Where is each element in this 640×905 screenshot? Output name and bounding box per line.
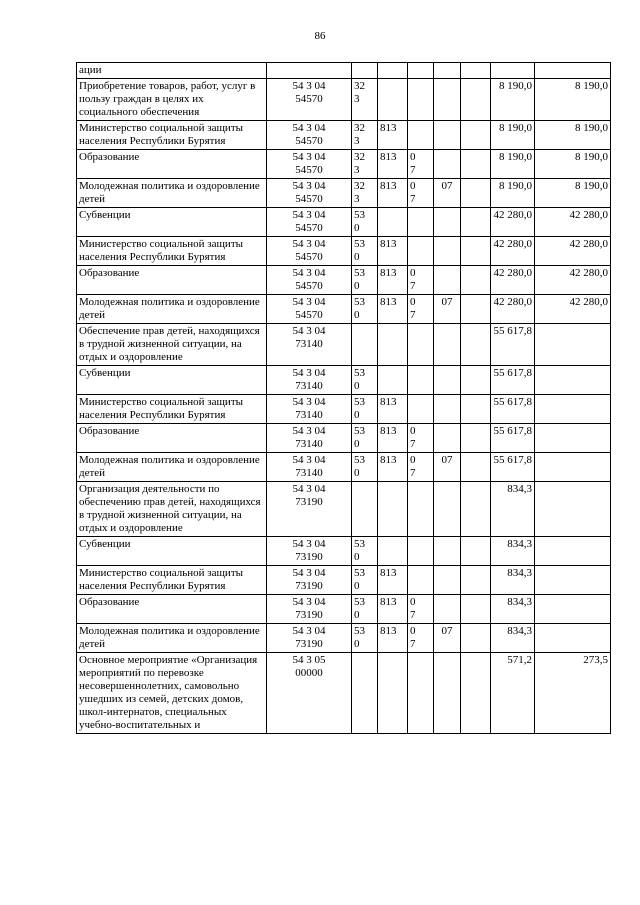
row-amount-3-cell — [535, 424, 611, 453]
table-row — [77, 324, 611, 366]
row-expense-type-cell: 53 0 — [352, 295, 378, 324]
row-subsection-cell — [434, 63, 461, 79]
row-administrator-cell — [378, 79, 408, 121]
row-administrator-cell: 813 — [378, 624, 408, 653]
row-amount-2-cell: 42 280,0 — [491, 266, 535, 295]
row-target-code-cell: 54 3 04 73140 — [267, 324, 352, 366]
row-amount-2-cell: 834,3 — [491, 482, 535, 537]
row-name-cell: Субвенции — [77, 366, 267, 395]
row-administrator-cell: 813 — [378, 237, 408, 266]
row-target-code-cell: 54 3 04 73140 — [267, 366, 352, 395]
row-subsection-cell — [434, 324, 461, 366]
row-name-cell: Молодежная политика и оздоровление детей — [77, 295, 267, 324]
row-subsection-cell — [434, 424, 461, 453]
row-amount-2-cell: 834,3 — [491, 566, 535, 595]
row-subsection-cell: 07 — [434, 295, 461, 324]
row-section-cell — [408, 63, 434, 79]
row-amount-1-cell — [461, 208, 491, 237]
row-subsection-cell: 07 — [434, 179, 461, 208]
row-target-code-cell: 54 3 04 73190 — [267, 624, 352, 653]
row-amount-2-cell: 834,3 — [491, 537, 535, 566]
row-name-cell: Образование — [77, 595, 267, 624]
row-section-cell — [408, 121, 434, 150]
row-target-code-cell: 54 3 05 00000 — [267, 653, 352, 734]
row-name-cell: Субвенции — [77, 537, 267, 566]
row-target-code-cell: 54 3 04 54570 — [267, 150, 352, 179]
row-subsection-cell: 07 — [434, 453, 461, 482]
row-name-cell: ации — [77, 63, 267, 79]
row-expense-type-cell: 32 3 — [352, 179, 378, 208]
row-amount-3-cell: 8 190,0 — [535, 179, 611, 208]
row-name-cell: Молодежная политика и оздоровление детей — [77, 179, 267, 208]
row-amount-3-cell — [535, 453, 611, 482]
row-expense-type-cell: 53 0 — [352, 208, 378, 237]
table-row — [77, 179, 611, 208]
row-expense-type-cell — [352, 653, 378, 734]
row-amount-2-cell: 571,2 — [491, 653, 535, 734]
row-amount-1-cell — [461, 179, 491, 208]
table-row — [77, 395, 611, 424]
row-expense-type-cell — [352, 482, 378, 537]
row-amount-3-cell: 273,5 — [535, 653, 611, 734]
row-subsection-cell — [434, 566, 461, 595]
row-amount-3-cell — [535, 624, 611, 653]
row-amount-1-cell — [461, 595, 491, 624]
row-section-cell: 0 7 — [408, 295, 434, 324]
row-administrator-cell: 813 — [378, 295, 408, 324]
row-amount-1-cell — [461, 424, 491, 453]
row-amount-1-cell — [461, 121, 491, 150]
row-name-cell: Образование — [77, 266, 267, 295]
row-section-cell — [408, 324, 434, 366]
row-amount-2-cell: 55 617,8 — [491, 324, 535, 366]
row-target-code-cell: 54 3 04 54570 — [267, 295, 352, 324]
row-amount-2-cell: 42 280,0 — [491, 208, 535, 237]
row-target-code-cell: 54 3 04 73190 — [267, 566, 352, 595]
row-subsection-cell — [434, 79, 461, 121]
row-subsection-cell — [434, 366, 461, 395]
row-amount-3-cell: 8 190,0 — [535, 79, 611, 121]
row-section-cell — [408, 653, 434, 734]
row-section-cell — [408, 237, 434, 266]
table-row — [77, 624, 611, 653]
row-name-cell: Молодежная политика и оздоровление детей — [77, 453, 267, 482]
row-name-cell: Субвенции — [77, 208, 267, 237]
row-section-cell: 0 7 — [408, 266, 434, 295]
row-section-cell — [408, 366, 434, 395]
row-amount-2-cell: 8 190,0 — [491, 121, 535, 150]
table-row — [77, 595, 611, 624]
row-amount-1-cell — [461, 237, 491, 266]
row-target-code-cell: 54 3 04 54570 — [267, 208, 352, 237]
row-amount-1-cell — [461, 395, 491, 424]
table-row — [77, 482, 611, 537]
row-target-code-cell: 54 3 04 73190 — [267, 537, 352, 566]
row-subsection-cell — [434, 482, 461, 537]
row-target-code-cell: 54 3 04 73140 — [267, 395, 352, 424]
row-section-cell: 0 7 — [408, 624, 434, 653]
row-amount-3-cell — [535, 63, 611, 79]
row-amount-1-cell — [461, 566, 491, 595]
row-amount-1-cell — [461, 150, 491, 179]
row-amount-1-cell — [461, 266, 491, 295]
row-name-cell: Министерство социальной защиты населения Республики Бурятия — [77, 121, 267, 150]
row-administrator-cell: 813 — [378, 179, 408, 208]
row-amount-2-cell: 8 190,0 — [491, 179, 535, 208]
row-subsection-cell — [434, 395, 461, 424]
row-expense-type-cell: 53 0 — [352, 624, 378, 653]
row-amount-3-cell: 8 190,0 — [535, 121, 611, 150]
row-administrator-cell — [378, 537, 408, 566]
row-name-cell: Приобретение товаров, работ, услуг в пользу граждан в целях их социального обеспечения — [77, 79, 267, 121]
table-row — [77, 237, 611, 266]
row-amount-3-cell — [535, 537, 611, 566]
row-amount-2-cell: 42 280,0 — [491, 295, 535, 324]
row-amount-1-cell — [461, 482, 491, 537]
row-section-cell: 0 7 — [408, 453, 434, 482]
row-name-cell: Молодежная политика и оздоровление детей — [77, 624, 267, 653]
table-row — [77, 295, 611, 324]
budget-table — [76, 62, 611, 734]
row-expense-type-cell: 53 0 — [352, 424, 378, 453]
table-row — [77, 150, 611, 179]
row-expense-type-cell: 53 0 — [352, 566, 378, 595]
table-row — [77, 453, 611, 482]
row-administrator-cell — [378, 208, 408, 237]
row-section-cell — [408, 482, 434, 537]
row-administrator-cell: 813 — [378, 424, 408, 453]
table-row — [77, 63, 611, 79]
table-row — [77, 424, 611, 453]
row-section-cell — [408, 537, 434, 566]
table-row — [77, 208, 611, 237]
row-amount-2-cell — [491, 63, 535, 79]
row-subsection-cell — [434, 150, 461, 179]
row-administrator-cell: 813 — [378, 395, 408, 424]
row-name-cell: Образование — [77, 424, 267, 453]
page-number: 86 — [314, 30, 326, 42]
row-administrator-cell: 813 — [378, 150, 408, 179]
row-administrator-cell — [378, 324, 408, 366]
table-row — [77, 653, 611, 734]
row-amount-3-cell: 42 280,0 — [535, 266, 611, 295]
row-amount-1-cell — [461, 653, 491, 734]
row-amount-2-cell: 8 190,0 — [491, 79, 535, 121]
row-amount-1-cell — [461, 324, 491, 366]
row-expense-type-cell — [352, 324, 378, 366]
row-subsection-cell — [434, 237, 461, 266]
row-amount-2-cell: 55 617,8 — [491, 453, 535, 482]
row-section-cell — [408, 208, 434, 237]
row-amount-2-cell: 55 617,8 — [491, 395, 535, 424]
row-amount-2-cell: 8 190,0 — [491, 150, 535, 179]
row-amount-3-cell — [535, 482, 611, 537]
row-section-cell — [408, 395, 434, 424]
row-administrator-cell: 813 — [378, 453, 408, 482]
row-amount-3-cell: 42 280,0 — [535, 208, 611, 237]
row-amount-1-cell — [461, 453, 491, 482]
row-subsection-cell — [434, 266, 461, 295]
row-subsection-cell — [434, 121, 461, 150]
row-subsection-cell — [434, 537, 461, 566]
row-name-cell: Основное мероприятие «Организация мероприятий по перевозке несовершеннолетних, самовольно ушедших из семей, детских домов, школ-интернатов, специальных учебно-воспитательных и — [77, 653, 267, 734]
row-subsection-cell — [434, 208, 461, 237]
row-subsection-cell — [434, 595, 461, 624]
row-amount-3-cell — [535, 595, 611, 624]
row-subsection-cell: 07 — [434, 624, 461, 653]
row-amount-1-cell — [461, 537, 491, 566]
row-amount-3-cell — [535, 324, 611, 366]
row-subsection-cell — [434, 653, 461, 734]
row-amount-3-cell — [535, 566, 611, 595]
row-name-cell: Министерство социальной защиты населения Республики Бурятия — [77, 566, 267, 595]
row-administrator-cell: 813 — [378, 566, 408, 595]
row-expense-type-cell: 53 0 — [352, 395, 378, 424]
row-administrator-cell: 813 — [378, 121, 408, 150]
table-row — [77, 366, 611, 395]
row-target-code-cell: 54 3 04 54570 — [267, 79, 352, 121]
row-amount-2-cell: 55 617,8 — [491, 366, 535, 395]
row-target-code-cell: 54 3 04 54570 — [267, 121, 352, 150]
table-row — [77, 537, 611, 566]
row-target-code-cell: 54 3 04 73140 — [267, 453, 352, 482]
row-expense-type-cell: 53 0 — [352, 537, 378, 566]
row-target-code-cell: 54 3 04 73190 — [267, 595, 352, 624]
row-target-code-cell: 54 3 04 73190 — [267, 482, 352, 537]
row-target-code-cell: 54 3 04 54570 — [267, 237, 352, 266]
row-amount-3-cell — [535, 366, 611, 395]
row-section-cell: 0 7 — [408, 595, 434, 624]
row-target-code-cell — [267, 63, 352, 79]
row-administrator-cell: 813 — [378, 595, 408, 624]
row-administrator-cell — [378, 63, 408, 79]
row-administrator-cell — [378, 366, 408, 395]
row-expense-type-cell: 32 3 — [352, 150, 378, 179]
row-name-cell: Организация деятельности по обеспечению прав детей, находящихся в трудной жизненной ситуации, на отдых и оздоровление — [77, 482, 267, 537]
row-amount-2-cell: 55 617,8 — [491, 424, 535, 453]
row-section-cell: 0 7 — [408, 179, 434, 208]
row-section-cell — [408, 79, 434, 121]
row-administrator-cell: 813 — [378, 266, 408, 295]
table-row — [77, 566, 611, 595]
row-section-cell: 0 7 — [408, 424, 434, 453]
row-administrator-cell — [378, 482, 408, 537]
row-amount-3-cell: 8 190,0 — [535, 150, 611, 179]
row-amount-1-cell — [461, 366, 491, 395]
row-name-cell: Министерство социальной защиты населения Республики Бурятия — [77, 237, 267, 266]
row-administrator-cell — [378, 653, 408, 734]
row-amount-2-cell: 42 280,0 — [491, 237, 535, 266]
table-row — [77, 121, 611, 150]
row-amount-1-cell — [461, 79, 491, 121]
row-name-cell: Образование — [77, 150, 267, 179]
row-target-code-cell: 54 3 04 54570 — [267, 266, 352, 295]
row-name-cell: Министерство социальной защиты населения Республики Бурятия — [77, 395, 267, 424]
row-expense-type-cell: 53 0 — [352, 595, 378, 624]
row-amount-3-cell: 42 280,0 — [535, 295, 611, 324]
table-row — [77, 266, 611, 295]
row-expense-type-cell: 53 0 — [352, 266, 378, 295]
row-amount-3-cell — [535, 395, 611, 424]
row-expense-type-cell: 32 3 — [352, 121, 378, 150]
row-expense-type-cell — [352, 63, 378, 79]
row-amount-3-cell: 42 280,0 — [535, 237, 611, 266]
row-amount-2-cell: 834,3 — [491, 624, 535, 653]
table-row — [77, 79, 611, 121]
budget-table-body — [77, 63, 611, 734]
row-expense-type-cell: 53 0 — [352, 366, 378, 395]
row-expense-type-cell: 32 3 — [352, 79, 378, 121]
row-amount-1-cell — [461, 624, 491, 653]
row-section-cell: 0 7 — [408, 150, 434, 179]
row-expense-type-cell: 53 0 — [352, 237, 378, 266]
row-target-code-cell: 54 3 04 73140 — [267, 424, 352, 453]
row-name-cell: Обеспечение прав детей, находящихся в трудной жизненной ситуации, на отдых и оздоровление — [77, 324, 267, 366]
row-amount-2-cell: 834,3 — [491, 595, 535, 624]
row-section-cell — [408, 566, 434, 595]
row-target-code-cell: 54 3 04 54570 — [267, 179, 352, 208]
row-amount-1-cell — [461, 63, 491, 79]
row-expense-type-cell: 53 0 — [352, 453, 378, 482]
row-amount-1-cell — [461, 295, 491, 324]
